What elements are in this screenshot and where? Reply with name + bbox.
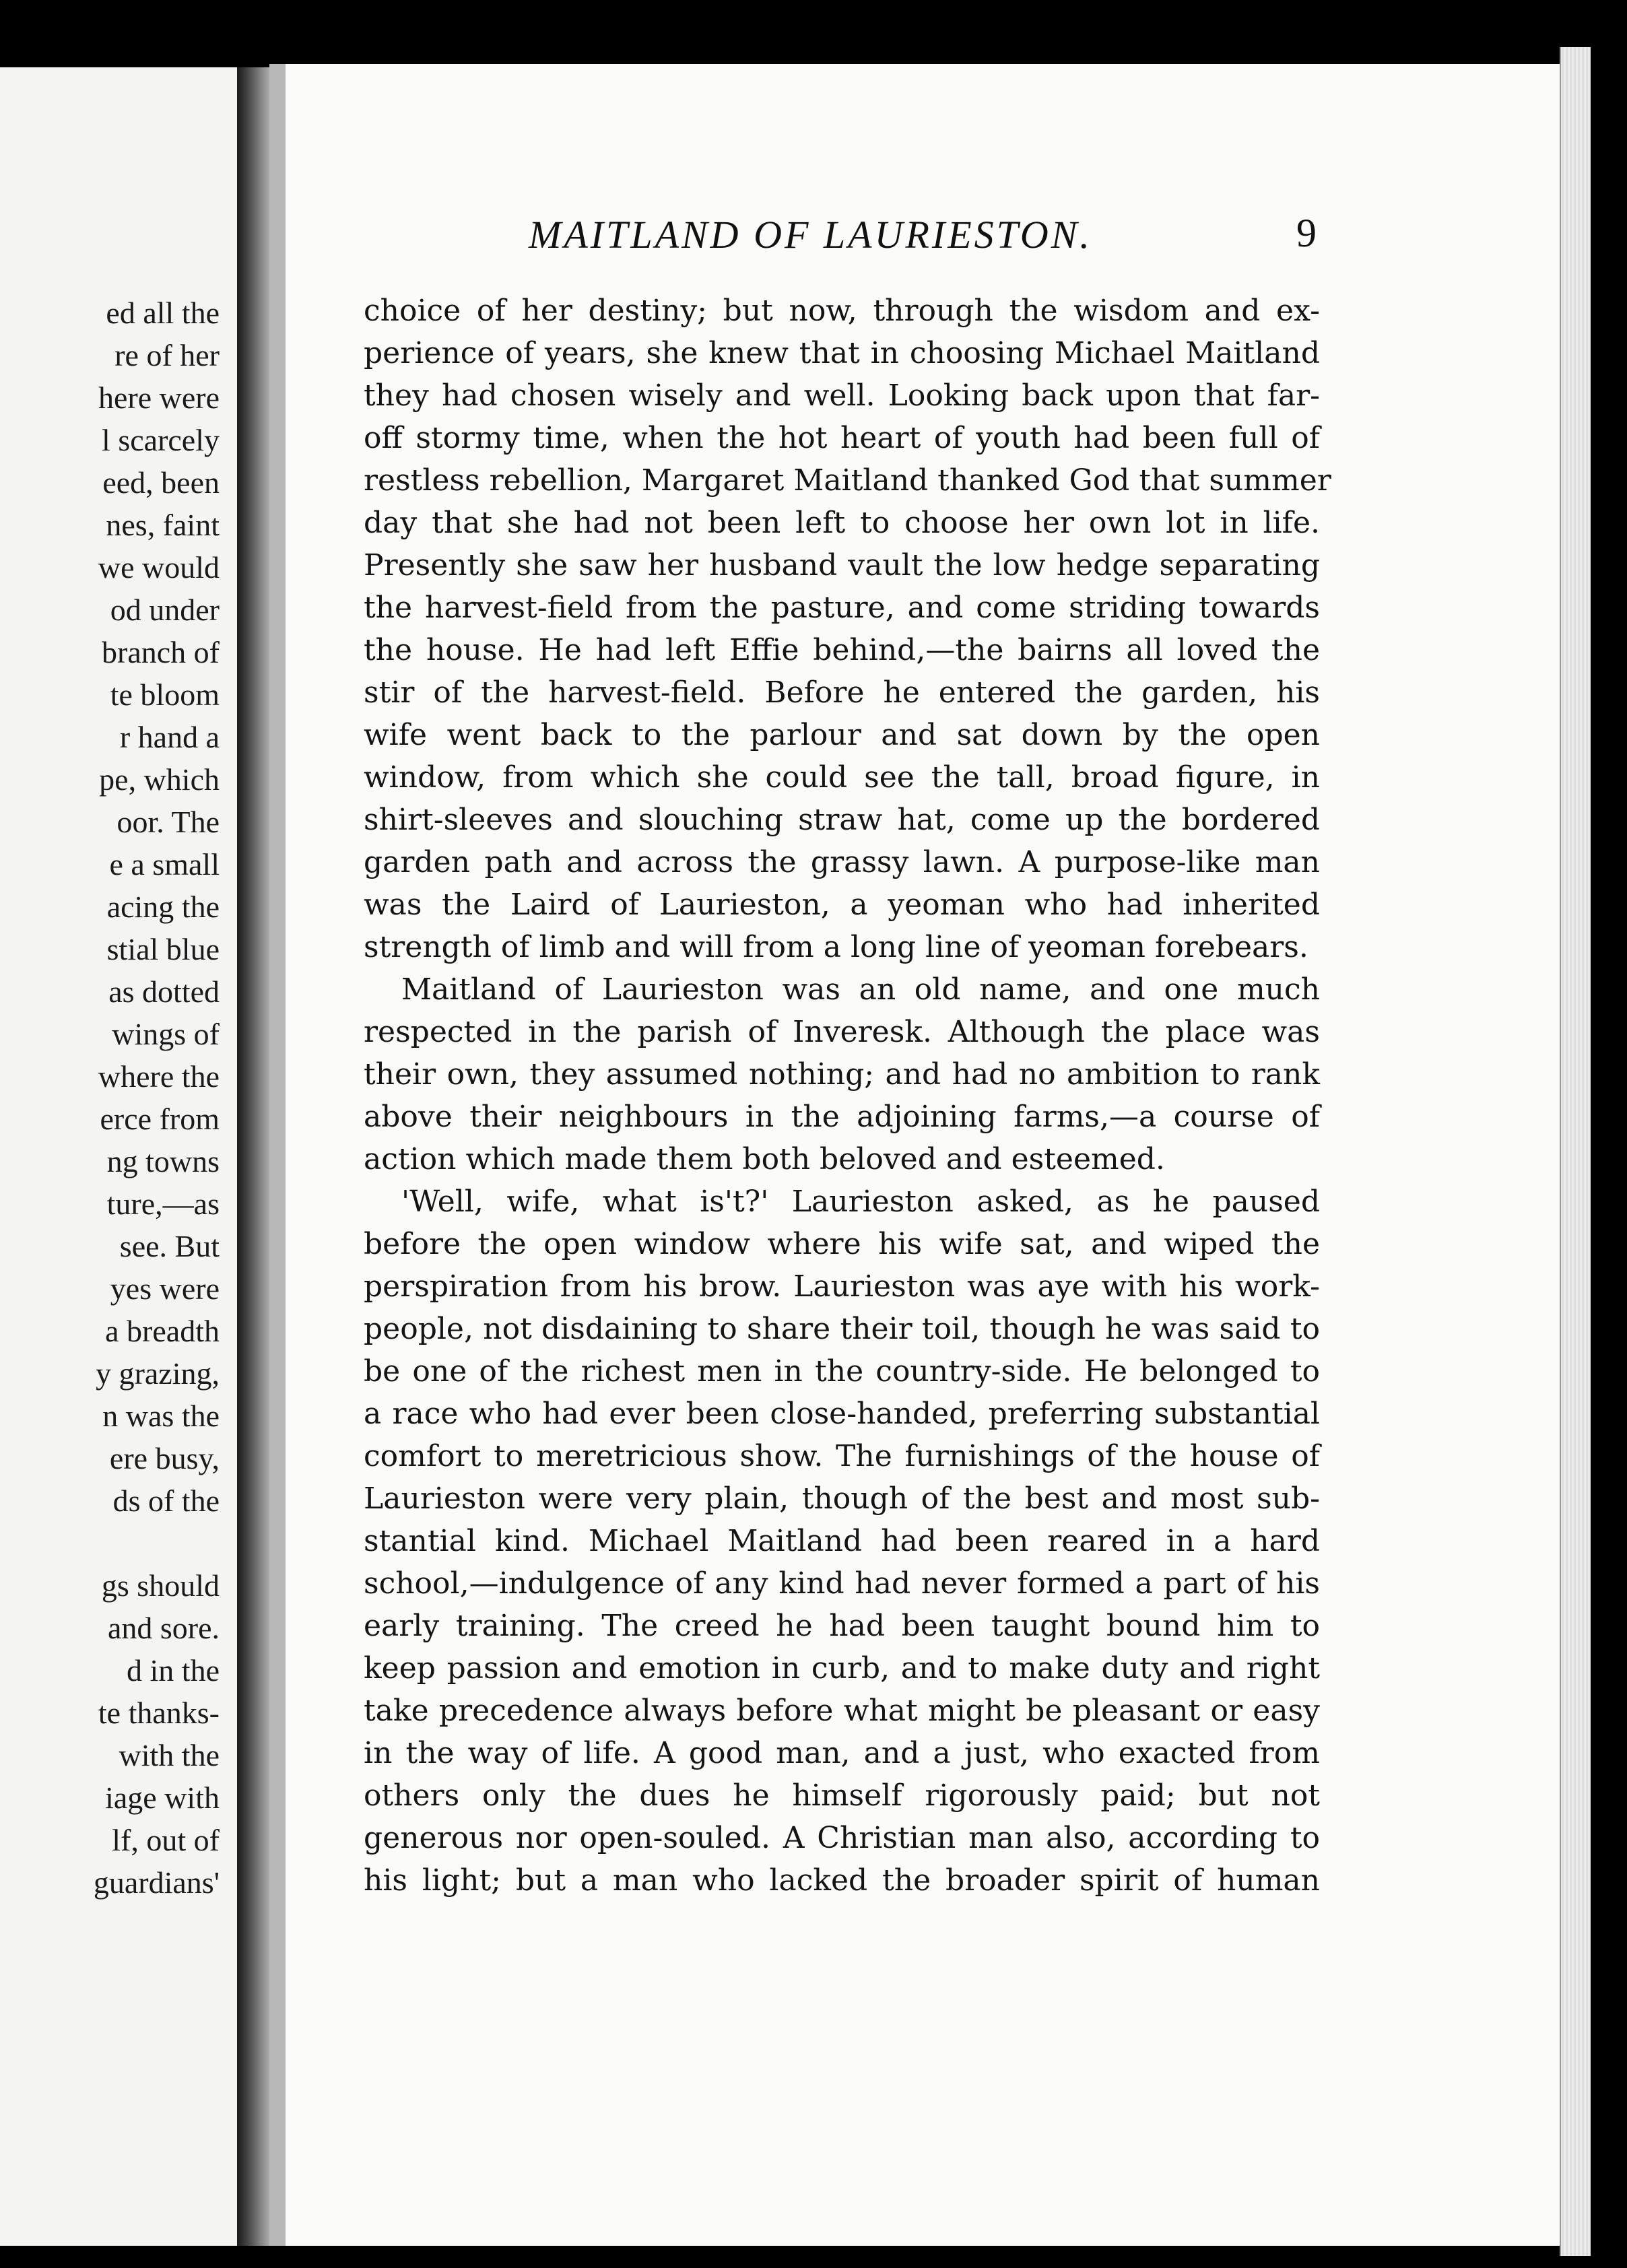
text-line: perience of years, she knew that in choosing Michael Maitland bbox=[364, 336, 1320, 370]
text-line: Maitland of Laurieston was an old name, and one much bbox=[401, 972, 1320, 1007]
text-line: respected in the parish of Inveresk. Although the place was bbox=[364, 1015, 1320, 1049]
text-line: Laurieston were very plain, though of the best and most sub- bbox=[364, 1481, 1320, 1516]
prev-page-line: with the bbox=[119, 1738, 220, 1772]
text-line: before the open window where his wife sat, and wiped the bbox=[364, 1227, 1320, 1261]
prev-page-line: as dotted bbox=[108, 974, 220, 1009]
prev-page-line: ed all the bbox=[106, 296, 220, 330]
prev-page-line: nes, faint bbox=[106, 508, 220, 542]
text-line: action which made them both beloved and esteemed. bbox=[364, 1142, 1165, 1176]
prev-page-line: ere busy, bbox=[109, 1441, 220, 1475]
prev-page-line: yes were bbox=[110, 1271, 220, 1306]
text-line: the house. He had left Effie behind,—the bairns all loved the bbox=[364, 633, 1320, 667]
text-line: Presently she saw her husband vault the low hedge separating bbox=[364, 548, 1320, 582]
text-line: generous nor open-souled. A Christian man also, according to bbox=[364, 1821, 1320, 1855]
prev-page-line: e a small bbox=[109, 847, 220, 881]
prev-page-line: and sore. bbox=[107, 1611, 220, 1645]
prev-page-line: d in the bbox=[127, 1653, 220, 1688]
text-line: take precedence always before what might be pleasant or easy bbox=[364, 1694, 1320, 1728]
previous-page bbox=[0, 67, 237, 2246]
prev-page-line: we would bbox=[98, 550, 220, 585]
text-line: a race who had ever been close-handed, preferring substantial bbox=[364, 1397, 1320, 1431]
text-line: they had chosen wisely and well. Looking back upon that far- bbox=[364, 378, 1320, 413]
text-line: wife went back to the parlour and sat down by the open bbox=[364, 718, 1320, 752]
prev-page-line: a breadth bbox=[105, 1314, 220, 1348]
text-line: strength of limb and will from a long line of yeoman forebears. bbox=[364, 930, 1308, 964]
text-line: off stormy time, when the hot heart of youth had been full of bbox=[364, 421, 1320, 455]
prev-page-line: lf, out of bbox=[112, 1823, 220, 1857]
text-line: choice of her destiny; but now, through the wisdom and ex- bbox=[364, 294, 1320, 328]
text-line: people, not disdaining to share their toil, though he was said to bbox=[364, 1312, 1320, 1346]
prev-page-line: ng towns bbox=[106, 1144, 220, 1178]
prev-page-line: ds of the bbox=[112, 1483, 220, 1518]
prev-page-line: oor. The bbox=[117, 805, 220, 839]
prev-page-line: see. But bbox=[119, 1229, 220, 1263]
prev-page-line: where the bbox=[98, 1059, 220, 1094]
text-line: perspiration from his brow. Laurieston was aye with his work- bbox=[364, 1269, 1320, 1304]
text-line: day that she had not been left to choose her own lot in life. bbox=[364, 506, 1320, 540]
prev-page-line: r hand a bbox=[119, 720, 220, 754]
text-line: keep passion and emotion in curb, and to make duty and right bbox=[364, 1651, 1320, 1686]
prev-page-line: guardians' bbox=[93, 1865, 220, 1900]
text-line: restless rebellion, Margaret Maitland thanked God that summer bbox=[364, 463, 1331, 498]
prev-page-line: acing the bbox=[106, 890, 220, 924]
text-line: comfort to meretricious show. The furnishings of the house of bbox=[364, 1439, 1320, 1473]
prev-page-line: y grazing, bbox=[96, 1356, 220, 1391]
text-line: their own, they assumed nothing; and had no ambition to rank bbox=[364, 1057, 1320, 1092]
text-line: shirt-sleeves and slouching straw hat, come up the bordered bbox=[364, 803, 1320, 837]
prev-page-line: here were bbox=[98, 380, 220, 415]
prev-page-line: eed, been bbox=[102, 465, 220, 500]
text-line: stantial kind. Michael Maitland had been reared in a hard bbox=[364, 1524, 1320, 1558]
text-line: others only the dues he himself rigorously paid; but not bbox=[364, 1778, 1320, 1813]
prev-page-line: iage with bbox=[105, 1780, 220, 1815]
prev-page-line: te thanks- bbox=[98, 1696, 220, 1730]
prev-page-line: wings of bbox=[112, 1017, 220, 1051]
prev-page-line: re of her bbox=[114, 338, 220, 372]
prev-page-line: branch of bbox=[102, 635, 220, 669]
prev-page-line: pe, which bbox=[99, 762, 220, 797]
text-line: above their neighbours in the adjoining farms,—a course of bbox=[364, 1100, 1320, 1134]
text-line: window, from which she could see the tall, broad figure, in bbox=[364, 760, 1320, 795]
text-line: in the way of life. A good man, and a just, who exacted from bbox=[364, 1736, 1320, 1770]
text-line: early training. The creed he had been taught bound him to bbox=[364, 1609, 1320, 1643]
text-line: was the Laird of Laurieston, a yeoman who had inherited bbox=[364, 888, 1320, 922]
prev-page-line: erce from bbox=[100, 1102, 220, 1136]
text-line: his light; but a man who lacked the broader spirit of human bbox=[364, 1863, 1320, 1898]
prev-page-line: gs should bbox=[101, 1568, 220, 1603]
prev-page-line: ture,—as bbox=[106, 1187, 220, 1221]
prev-page-line: n was the bbox=[102, 1399, 220, 1433]
text-line: stir of the harvest-field. Before he entered the garden, his bbox=[364, 675, 1320, 710]
prev-page-line: l scarcely bbox=[102, 423, 220, 457]
text-line: be one of the richest men in the country-side. He belonged to bbox=[364, 1354, 1320, 1389]
page-number: 9 bbox=[1296, 211, 1317, 255]
prev-page-line: te bloom bbox=[110, 677, 220, 712]
text-line: the harvest-field from the pasture, and come striding towards bbox=[364, 591, 1320, 625]
text-line: 'Well, wife, what is't?' Laurieston asked, as he paused bbox=[401, 1185, 1320, 1219]
prev-page-line: od under bbox=[110, 593, 220, 627]
text-line: school,—indulgence of any kind had never formed a part of his bbox=[364, 1566, 1320, 1601]
page-edges bbox=[1560, 47, 1591, 2256]
running-head: MAITLAND OF LAURIESTON. bbox=[529, 213, 1092, 257]
text-line: garden path and across the grassy lawn. A purpose-like man bbox=[364, 845, 1320, 879]
prev-page-line: stial blue bbox=[106, 932, 220, 966]
